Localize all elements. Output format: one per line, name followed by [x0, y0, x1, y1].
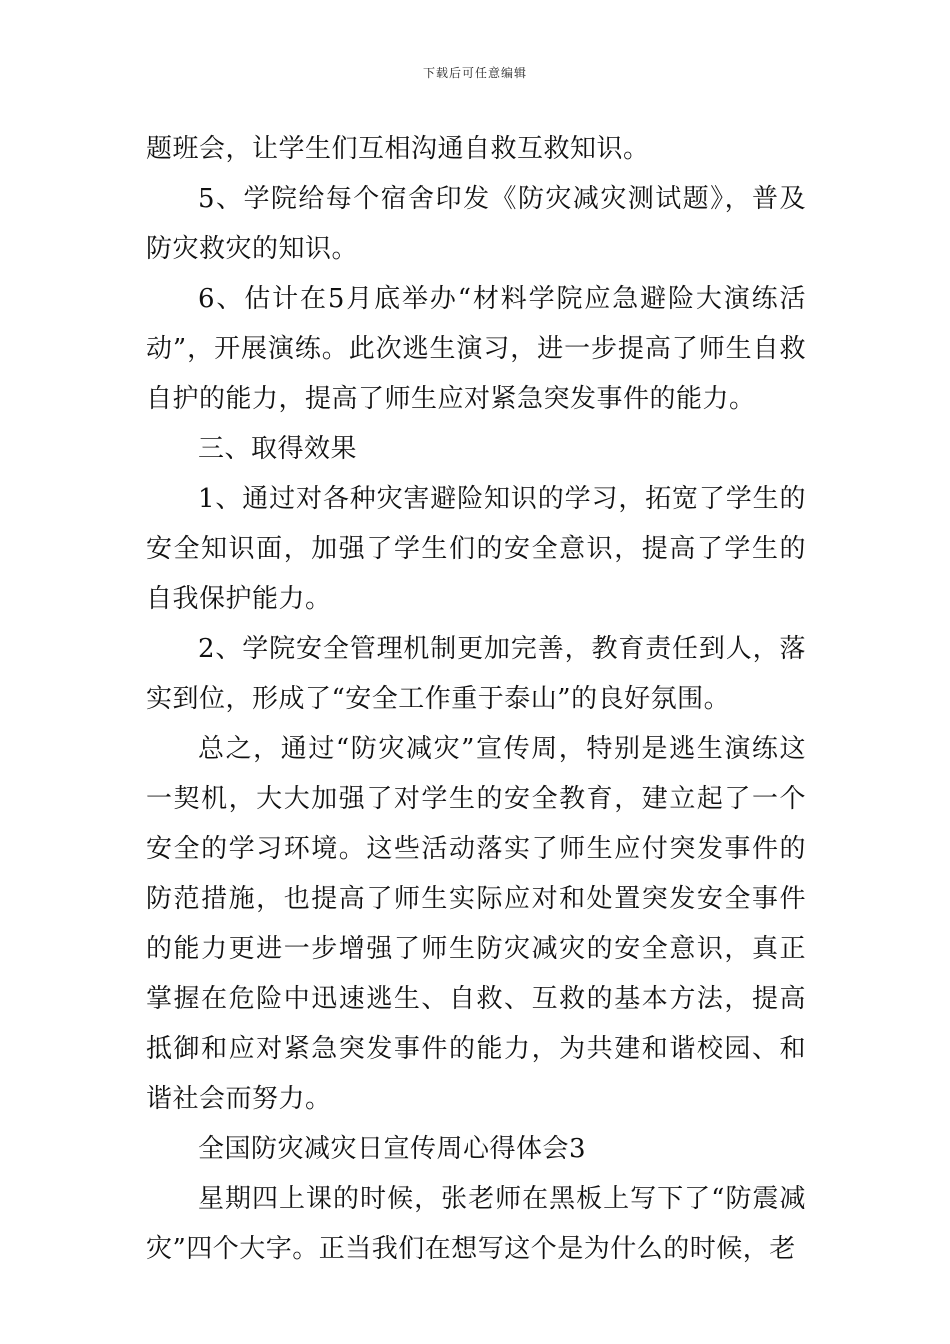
paragraph: 6、估计在5月底举办“材料学院应急避险大演练活动”，开展演练。此次逃生演习，进一步提高了师生自救自护的能力，提高了师生应对紧急突发事件的能力。	[146, 284, 806, 414]
paragraph: 5、学院给每个宿舍印发《防灾减灾测试题》，普及防灾救灾的知识。	[146, 184, 806, 264]
paragraph: 总之，通过“防灾减灾”宣传周，特别是逃生演练这一契机，大大加强了对学生的安全教育，建立起了一个安全的学习环境。这些活动落实了师生应付突发事件的防范措施，也提高了师生实际应对和处置突发安全事件的能力更进一步增强了师生防灾减灾的安全意识，真正掌握在危险中迅速逃生、自救、互救的基本方法，提高抵御和应对紧急突发事件的能力，为共建和谐校园、和谐社会而努力。	[146, 734, 806, 1114]
paragraph: 星期四上课的时候，张老师在黑板上写下了“防震减灾”四个大字。正当我们在想写这个是为什么的时候，老	[146, 1184, 806, 1264]
body-text	[146, 124, 806, 1274]
paragraph: 2、学院安全管理机制更加完善，教育责任到人，落实到位，形成了“安全工作重于泰山”的良好氛围。	[146, 634, 806, 714]
paragraph: 1、通过对各种灾害避险知识的学习，拓宽了学生的安全知识面，加强了学生们的安全意识，提高了学生的自我保护能力。	[146, 484, 806, 614]
header-note: 下载后可任意编辑	[422, 66, 527, 80]
section-heading: 三、取得效果	[198, 434, 358, 464]
section-title: 全国防灾减灾日宣传周心得体会3	[198, 1134, 587, 1164]
paragraph: 题班会，让学生们互相沟通自救互救知识。	[146, 134, 650, 164]
